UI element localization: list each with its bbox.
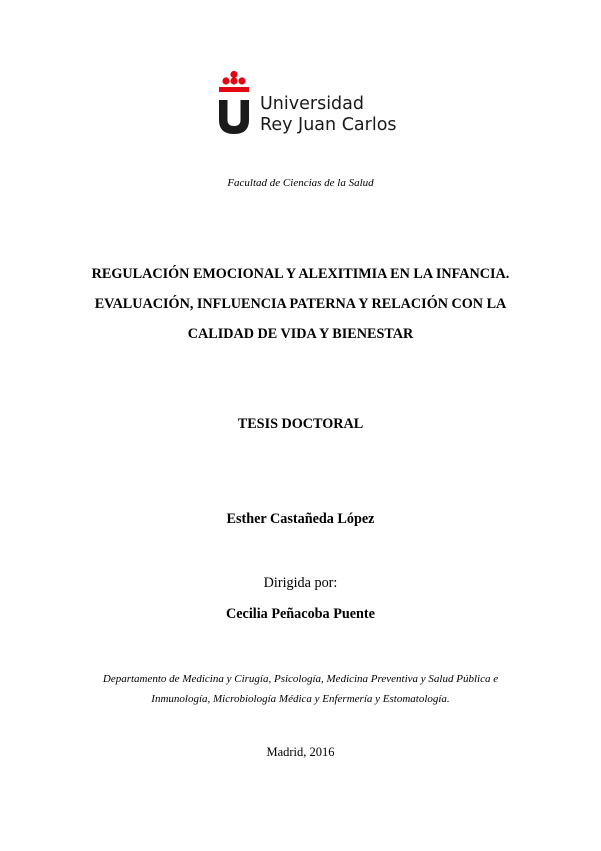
thesis-title-line: REGULACIÓN EMOCIONAL Y ALEXITIMIA EN LA INFANCIA. — [91, 266, 510, 282]
faculty-name: Facultad de Ciencias de la Salud — [227, 177, 374, 189]
place-and-date: Madrid, 2016 — [266, 745, 335, 759]
university-name — [260, 94, 397, 136]
director-name: Cecilia Peñacoba Puente — [226, 606, 375, 622]
document-type: TESIS DOCTORAL — [237, 416, 364, 432]
thesis-title — [60, 259, 541, 349]
directed-by-label: Dirigida por: — [263, 575, 338, 591]
university-name-line1: Universidad — [260, 94, 365, 114]
author-name: Esther Castañeda López — [226, 511, 375, 527]
department-name — [40, 669, 561, 709]
department-line: Departamento de Medicina y Cirugía, Psicología, Medicina Preventiva y Salud Pública e — [102, 673, 499, 685]
thesis-title-line: CALIDAD DE VIDA Y BIENESTAR — [187, 326, 414, 342]
university-logo — [216, 70, 397, 136]
department-line: Inmunología, Microbiología Médica y Enfermería y Estomatología. — [151, 693, 450, 705]
thesis-title-line: EVALUACIÓN, INFLUENCIA PATERNA Y RELACIÓN CON LA — [94, 296, 507, 312]
university-crown-u-icon — [216, 70, 252, 134]
university-name-line2: Rey Juan Carlos — [260, 115, 397, 135]
